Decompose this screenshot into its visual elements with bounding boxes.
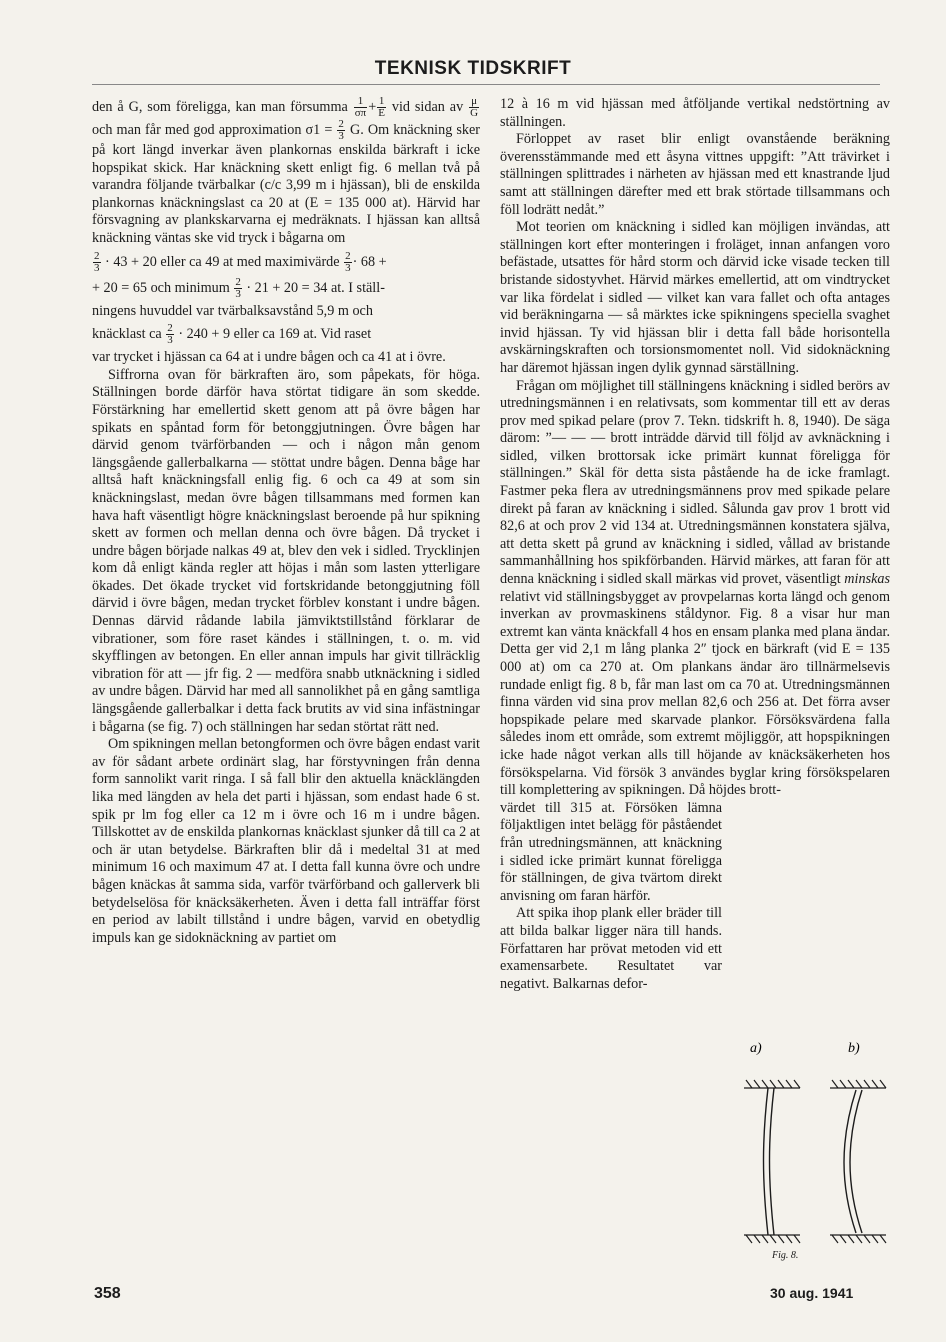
paragraph (500, 378, 890, 800)
fraction (469, 96, 479, 119)
denominator: 3 (345, 261, 351, 274)
math-line (92, 251, 480, 274)
paragraph (92, 96, 480, 248)
paragraph: ningens huvuddel var tvärbalksavstånd 5,9 m och (92, 302, 373, 319)
text: knäcklast ca (92, 325, 162, 342)
text: G. Om knäckning sker på kort längd inverkar även plankornas enskilda bärkraft i icke hopspikat skick. Har knäckning skett enligt fig. 6 mellan två på varandra följande tvärbalkar (c/c 3,99 m i hjässan), bli de enskilda plankornas knäckningslast ca 20 at (E = 135 000 at). Härvid har försvagning av plankskarvarna ej medräknats. I hjässan kan alltså knäckning väntas ske vid tryck i bågarna om (92, 121, 480, 246)
fraction (354, 96, 367, 119)
equation: σ1 = (305, 121, 333, 138)
denominator: 3 (94, 261, 100, 274)
figure-8 (730, 1030, 900, 1285)
text: relativt vid ställningsbygget av provpelarnas korta längd och genom inverkan av provmaskinens ståldynor. Fig. 8 a visar hur man extremt kan vänta knäckfall 4 hos en ensam planka med plana ändar. Detta ger vid 2,1 m lång planka 2″ tjock en bärkraft (vid E = 135 000 at) om ca 270 at. Om plankans ändar äro tillnärmelsevis rundade enligt fig. 8 b, får man last om ca 70 at. Utredningsmännen finna värden vid sina prov mellan 82,6 och 256 at. Det förra avser hopspikade pelare med skarvade plankor. Försöksvärdena falla således inom ett område, som extremt möjliggör, att hopspikningen icke hade något verkan alls till höjande av knäcksäkerheten hos försökspelarna. Vid försök 3 användes byglar kring försökspelaren till komplettering av spikningen. Då höjdes brott- (500, 588, 890, 799)
paragraph: Mot teorien om knäckning i sidled kan möjligen invändas, att ställningen kort efter monteringen i froläget, innan anfangen voro befästade, utsattes för hård storm och därvid icke visade tecken till bristande sidostyvhet. Härvid märkes emellertid, att om vindtrycket var lika fördelat i sidled — vilket kan vara fallet och ofta antages vid beräkningarna — så märktes icke spikningens speciella svaghet invid hjässan. Ty vid hjässan blir i detta fall både horisontella avskärningskraften och torsionsmomentet noll. Vid sidoknäckning har däremot hjässan ingen dylik gynnad särställning. (500, 219, 890, 376)
text: · 68 + (352, 253, 387, 270)
numerator: 1 (354, 96, 367, 108)
text: vid sidan av (391, 98, 464, 115)
numerator: 2 (94, 249, 100, 262)
text: · 21 + 20 = 34 at. I ställ- (246, 279, 385, 296)
paragraph: Siffrorna ovan för bärkraften äro, som påpekats, för höga. Ställningen borde därför hava störtat tidigare än som skedde. Förstärkning har emellertid skett genom att på övre bågen har spikats en spåntad form för betonggjutningen. Övre bågen har därvid genom tvärförbanden — och i någon mån genom längsgående gallerbalkarna — stöttat undre bågen. Denna båge har alltså haft knäckningsfall enlig fig. 6 och ca 49 at som sin knäckningslast, medan övre bågen tillsammans med formen kan hava haft väsentligt högre knäckningslast beroende på hur spikning skett av formen och mellan denna och övre bågen. Då trycket i undre bågen började nalkas 49 at, blev den vek i sidled. Trycklinjen kom då enligt kända regler att höjas i mån som lasten ytterligare ökades. Det ökade trycket vid fortskridande betonggjutning föll därvid i övre bågen, medan trycket förblev konstant i undre bågen. Dennas därvid rådande labila jämviktstillstånd förklarar de vibrationer, som före raset kändes i ställningen, t. o. m. vid skyfflingen av betongen. En eller annan impuls har givit tillräcklig vibration för att — jfr fig. 2 — medföra snabb utknäckning i sidled av undre bågen. Därvid har med all sannolikhet på en gång samtliga längsgående gallerbalkar i detta fack brutits av vid sina infästningar i bågarna (se fig. 7) och ställningen har sedan störtat rätt ned. (92, 366, 480, 735)
figure-label-b: b) (848, 1041, 860, 1056)
denominator: 3 (338, 130, 344, 142)
figure-b-column (844, 1090, 862, 1233)
operator: + (368, 98, 377, 115)
denominator: 3 (167, 334, 173, 347)
page-number: 358 (94, 1285, 121, 1302)
numerator: 1 (378, 96, 385, 107)
denominator: E (378, 107, 385, 119)
text: och man får med god approximation (92, 121, 302, 138)
math-line (92, 277, 480, 300)
text: Frågan om möjlighet till ställningens knäckning i sidled berörs av utredningsmännen i en relativsats, som kommentar till ett av deras prov med spikad pelare (prov 7. Tekn. tidskrift h. 8, 1940). De säga därom: ”— — — brott inträdde därvid till följd av avknäckning i sidled, vilken brottorsak icke primärt kunnat föreligga för ställningen.” Skäl för detta sista påstående ha de icke framlagt. Fastmer peka flera av utredningsmännens prov med spikade pelare direkt på faran av knäckning i sidled. Sålunda gav prov 1 brott vid 82,6 at och prov 2 vid 134 at. Utredningsmännen konstatera själva, att detta skett på grund av knäckning i sidled, vållad av bristande sammanhållning hos spikförbanden. Härvid märkes, att faran för att denna knäckning i sidled skall märkas vid provet, väsentligt (500, 377, 890, 588)
text: · 240 + 9 eller ca 169 at. Vid raset (178, 325, 372, 342)
figure-b-top-support (830, 1080, 886, 1088)
figure-a-column (764, 1088, 775, 1235)
numerator: 2 (338, 118, 344, 130)
figure-caption: Fig. 8. (772, 1250, 799, 1261)
figure-a-top-support (744, 1080, 800, 1088)
text: · 43 + 20 eller ca 49 at med maximivärde (105, 253, 340, 270)
numerator: 2 (345, 249, 351, 262)
journal-title-first: TEKNISK (374, 58, 462, 79)
journal-header (0, 58, 946, 80)
text: + 20 = 65 och minimum (92, 279, 230, 296)
wrapped-text-block (500, 800, 722, 994)
issue-date: 30 aug. 1941 (770, 1285, 854, 1301)
header-rule (92, 84, 880, 85)
denominator: 3 (235, 287, 241, 300)
figure-a-bottom-support (744, 1235, 800, 1243)
paragraph: var trycket i hjässan ca 64 at i undre bågen och ca 41 at i övre. (92, 349, 446, 366)
math-line (92, 323, 480, 346)
left-column (92, 96, 480, 1268)
fraction (234, 277, 242, 300)
fraction (377, 96, 386, 119)
numerator: 2 (167, 322, 173, 335)
paragraph: värdet till 315 at. Försöken lämna följaktligen intet belägg för påståendet från utredningsmännen, att knäckning i sidled icke primärt kunnat föreligga för ställningen, de giva tvärtom direkt anvisning om faran härför. (500, 799, 722, 904)
numerator: 2 (235, 275, 241, 288)
figure-b-bottom-support (830, 1235, 886, 1243)
paragraph: Förloppet av raset blir enligt ovanstående beräkning överensstämmande med ett åsyna vittnes uppgift: ”Att trävirket i ställningen splittrades i närheten av hjässan med ett knastrande ljud samt att ställningen därefter med ett brak störtade tillsammans och föll lodrätt nedåt.” (500, 131, 890, 218)
figure-label-a: a) (750, 1041, 762, 1056)
journal-title-second: TIDSKRIFT (467, 58, 572, 79)
fraction (344, 251, 352, 274)
paragraph: Om spikningen mellan betongformen och övre bågen endast varit av för sådant arbete ordinärt slag, har förstyvningen från denna form sannolikt varit ringa. I så fall blir den aktuella knäcklängden lika med längden av hela det parti i hjässan, som endast hade 6 st. spik pr lm fog eller ca 12 m i övre och 16 m i undre bågen. Tillskottet av de enskilda plankornas knäcklast sjunker då till ca 2 at och är utan betydelse. Bärkraften blir då i medeltal 31 at med minimum 16 och maximum 47 at. I detta fall kunna övre och undre bågen knäckas åt samma sida, varför tvärförband och gallerverk bli betydelselösa för knäcksäkerheten. Även i detta fall inträffar först en period av labilt tillstånd i undre bågen, varvid en obetydlig impuls kan ge sidoknäckning av partiet om (92, 736, 480, 946)
fraction (93, 251, 101, 274)
fraction (166, 323, 174, 346)
text: den å G, som föreligga, kan man försumma (92, 98, 348, 115)
denominator: σπ (354, 107, 367, 119)
emphasis: minskas (844, 571, 890, 588)
denominator: G (470, 107, 479, 119)
paragraph: Att spika ihop plank eller bräder till att bilda balkar ligger nära till hands. Författaren har prövat metoden vid ett examensarbete. Resultatet var negativt. Balkarnas defor- (500, 905, 722, 992)
fraction (337, 119, 345, 142)
paragraph: 12 à 16 m vid hjässan med åtföljande vertikal nedstörtning av ställningen. (500, 96, 890, 130)
numerator: μ (469, 96, 479, 108)
